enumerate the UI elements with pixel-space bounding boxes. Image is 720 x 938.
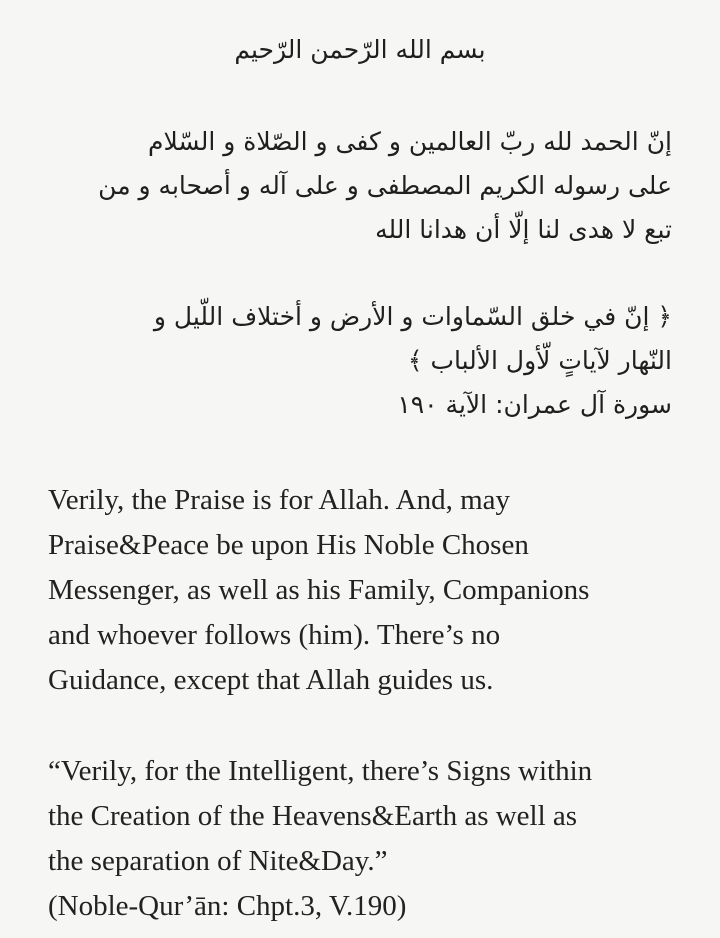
english-opening-line: Guidance, except that Allah guides us. <box>48 664 494 696</box>
english-opening-line: and whoever follows (him). There’s no <box>48 619 501 651</box>
english-verse-citation: (Noble-Qur’ān: Chpt.3, V.190) <box>48 890 407 922</box>
arabic-opening-line: على رسوله الكريم المصطفى و على آله و أصحابه و من <box>98 171 672 200</box>
english-opening-paragraph <box>48 478 688 703</box>
arabic-verse-paragraph <box>40 295 672 427</box>
english-opening-line: Verily, the Praise is for Allah. And, may <box>48 484 511 516</box>
english-opening-line: Praise&Peace be upon His Noble Chosen <box>48 529 529 561</box>
arabic-opening-paragraph <box>40 120 672 252</box>
english-verse-paragraph <box>48 749 688 929</box>
english-opening-line: Messenger, as well as his Family, Companions <box>48 574 590 606</box>
arabic-opening-line: إنّ الحمد لله ربّ العالمين و كفى و الصّلاة و السّلام <box>148 127 672 156</box>
english-verse-line: the Creation of the Heavens&Earth as well as <box>48 800 578 832</box>
arabic-verse-line: النّهار لآياتٍ لّأول الألباب ﴾ <box>407 346 672 375</box>
basmala-heading: بسم الله الرّحمن الرّحيم <box>234 35 486 64</box>
arabic-opening-line: تبع لا هدى لنا إلّا أن هدانا الله <box>375 215 672 244</box>
english-verse-line: “Verily, for the Intelligent, there’s Signs within <box>48 755 593 787</box>
arabic-verse-line: ﴿ إنّ في خلق السّماوات و الأرض و أختلاف اللّيل و <box>153 302 672 331</box>
english-verse-line: the separation of Nite&Day.” <box>48 845 388 877</box>
arabic-verse-citation: سورة آل عمران: الآية ١٩٠ <box>397 390 672 419</box>
